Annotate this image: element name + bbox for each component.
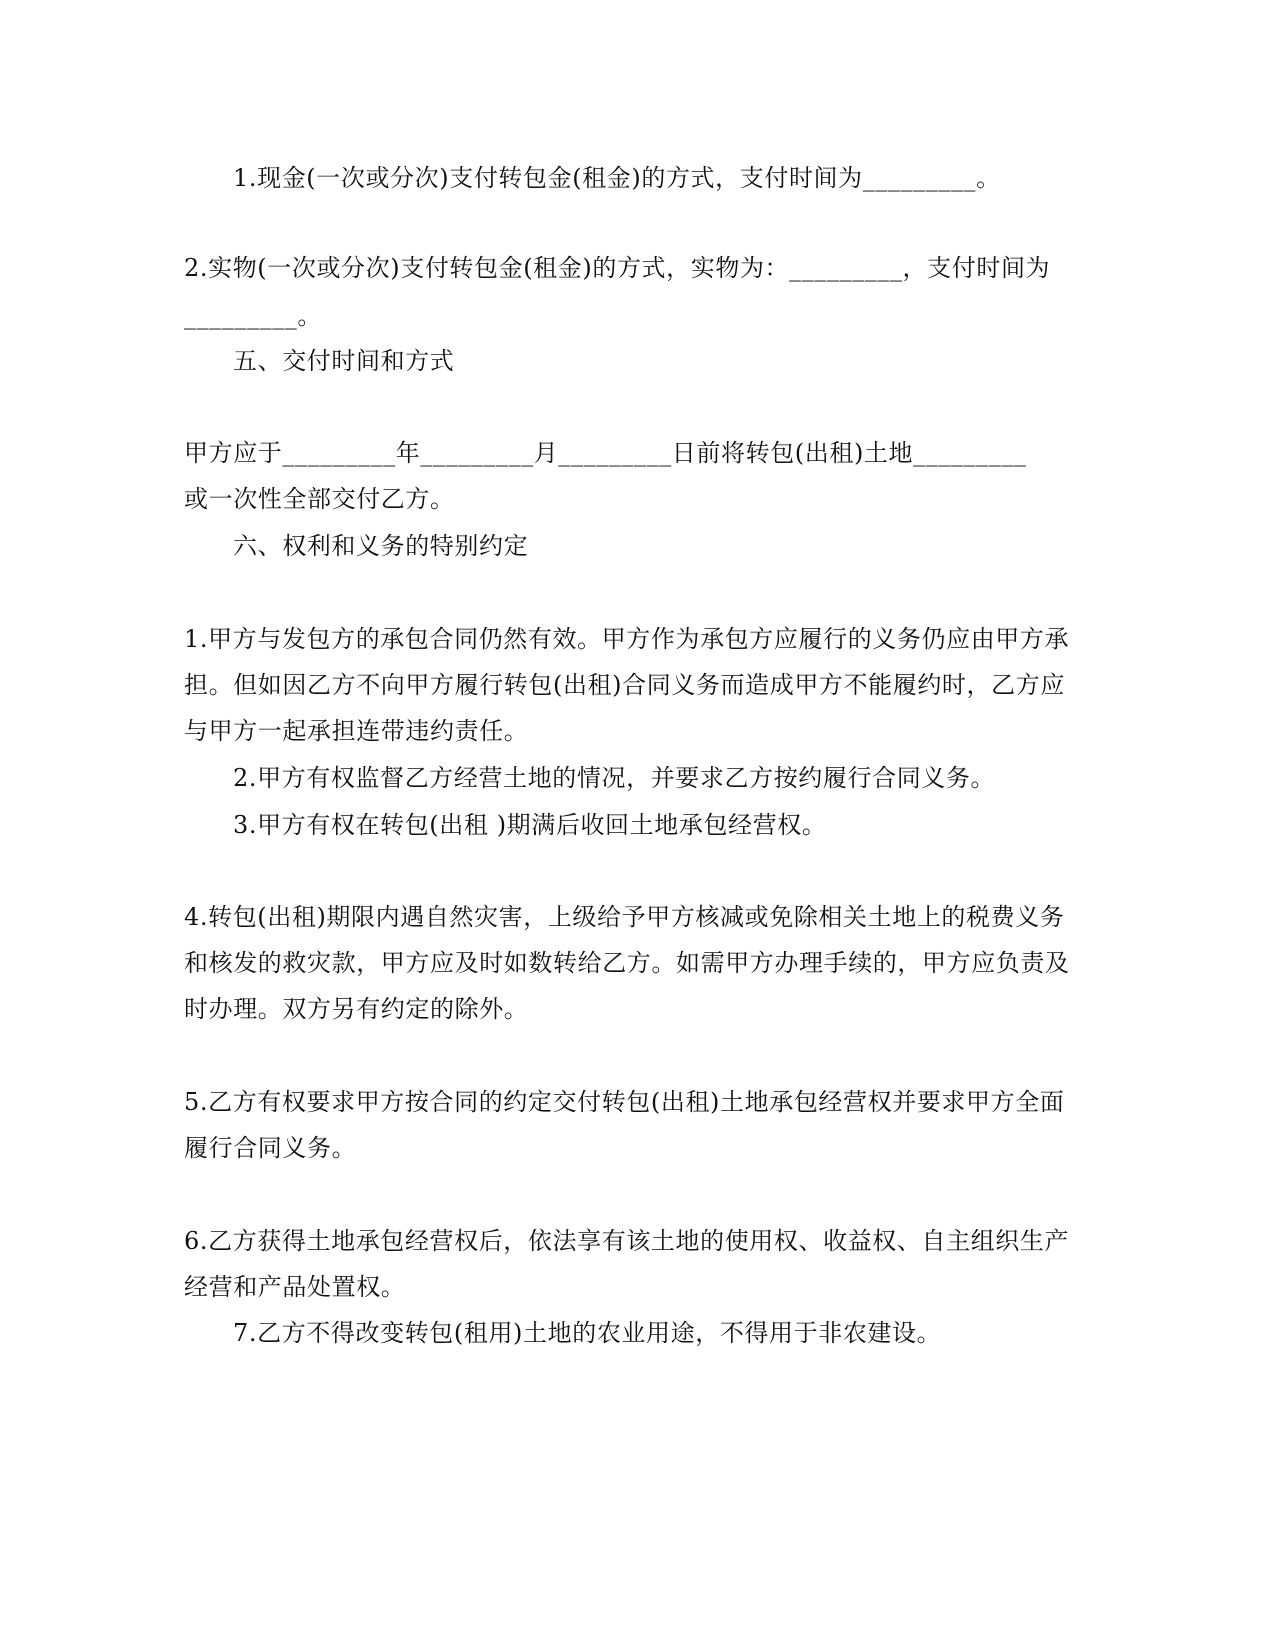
paragraph-clause-4-line-2: 和核发的救灾款，甲方应及时如数转给乙方。如需甲方办理手续的，甲方应负责及 — [184, 949, 1070, 977]
paragraph-clause-4-line-3: 时办理。双方另有约定的除外。 — [184, 995, 529, 1023]
paragraph-delivery-line-2: 或一次性全部交付乙方。 — [184, 485, 455, 513]
paragraph-payment-in-kind-line-1: 2.实物(一次或分次)支付转包金(租金)的方式，实物为：_________，支付时间为 — [184, 254, 1051, 282]
paragraph-clause-1-line-3: 与甲方一起承担连带违约责任。 — [184, 717, 529, 745]
paragraph-clause-1-line-1: 1.甲方与发包方的承包合同仍然有效。甲方作为承包方应履行的义务仍应由甲方承 — [184, 625, 1070, 653]
paragraph-clause-3: 3.甲方有权在转包(出租 )期满后收回土地承包经营权。 — [233, 811, 827, 839]
paragraph-clause-5-line-2: 履行合同义务。 — [184, 1134, 357, 1162]
paragraph-payment-cash: 1.现金(一次或分次)支付转包金(租金)的方式，支付时间为_________。 — [233, 164, 1001, 192]
paragraph-clause-6-line-2: 经营和产品处置权。 — [184, 1273, 406, 1301]
paragraph-clause-1-line-2: 担。但如因乙方不向甲方履行转包(出租)合同义务而造成甲方不能履约时，乙方应 — [184, 671, 1065, 699]
paragraph-clause-5-line-1: 5.乙方有权要求甲方按合同的约定交付转包(出租)土地承包经营权并要求甲方全面 — [184, 1088, 1065, 1116]
paragraph-clause-4-line-1: 4.转包(出租)期限内遇自然灾害，上级给予甲方核减或免除相关土地上的税费义务 — [184, 903, 1065, 931]
paragraph-clause-6-line-1: 6.乙方获得土地承包经营权后，依法享有该土地的使用权、收益权、自主组织生产 — [184, 1227, 1070, 1255]
paragraph-delivery-line-1: 甲方应于_________年_________月_________日前将转包(出租)土地_________ — [184, 439, 1027, 467]
paragraph-payment-in-kind-line-2: _________。 — [184, 302, 322, 330]
paragraph-clause-7: 7.乙方不得改变转包(租用)土地的农业用途，不得用于非农建设。 — [233, 1319, 942, 1347]
paragraph-clause-2: 2.甲方有权监督乙方经营土地的情况，并要求乙方按约履行合同义务。 — [233, 764, 996, 792]
section-heading-rights-obligations: 六、权利和义务的特别约定 — [233, 532, 529, 560]
section-heading-delivery: 五、交付时间和方式 — [233, 347, 455, 375]
